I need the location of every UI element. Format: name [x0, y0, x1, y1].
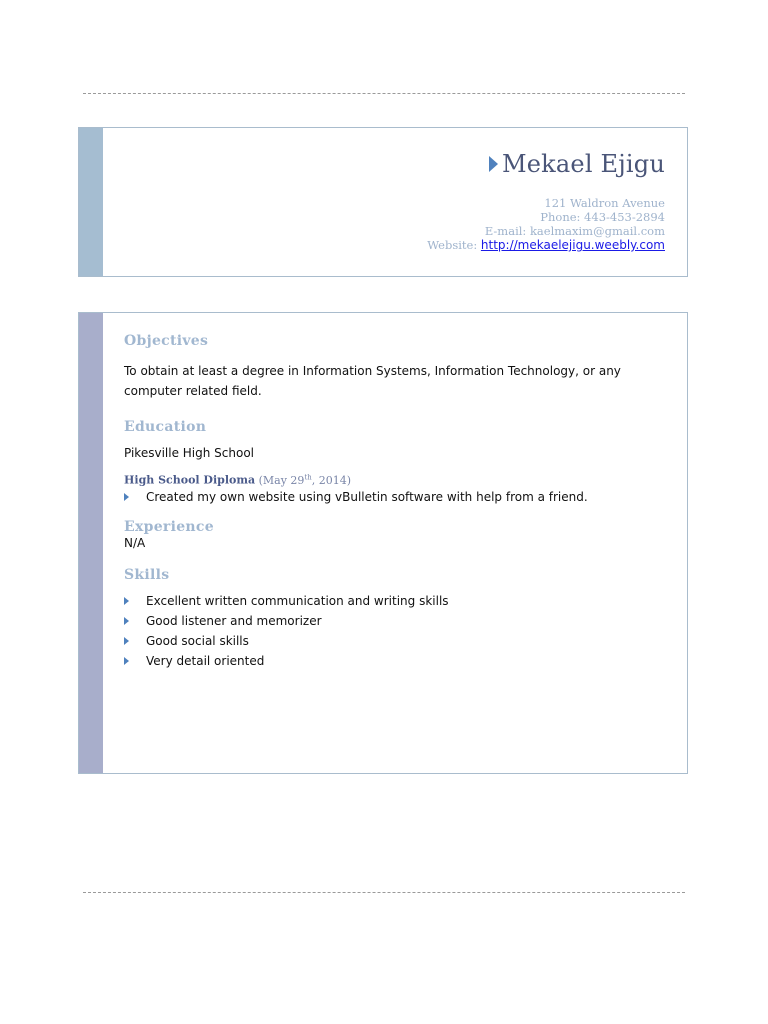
header-side-bar [79, 128, 103, 276]
diploma-title: High School Diploma [124, 473, 256, 487]
body-side-bar [79, 313, 103, 773]
list-item: Excellent written communication and writing skills [124, 591, 654, 611]
list-item: Good social skills [124, 631, 654, 651]
diploma-date: (May 29th, 2014) [255, 473, 352, 487]
experience-text: N/A [124, 535, 146, 550]
candidate-name: Mekael Ejigu [502, 150, 665, 178]
website-line [427, 238, 665, 252]
list-item: Very detail oriented [124, 651, 654, 671]
objectives-heading: Objectives [124, 333, 209, 349]
bottom-divider [83, 892, 685, 893]
header-box [78, 127, 688, 277]
triangle-right-icon [489, 156, 498, 172]
bullet-arrow-icon [124, 637, 129, 645]
website-link[interactable]: http://mekaelejigu.weebly.com [480, 238, 665, 252]
resume-body-box [78, 312, 688, 774]
name-line [489, 150, 665, 178]
experience-heading: Experience [124, 518, 214, 535]
education-heading: Education [124, 419, 207, 435]
bullet-arrow-icon [124, 657, 129, 665]
website-label: Website: [427, 238, 481, 252]
bullet-arrow-icon [124, 597, 129, 605]
email: E-mail: kaelmaxim@gmail.com [484, 224, 665, 238]
contact-info [427, 196, 665, 252]
skills-heading: Skills [124, 566, 170, 583]
diploma-line [124, 473, 654, 487]
top-divider [83, 93, 685, 94]
education-bullets [124, 487, 654, 507]
skills-list [124, 591, 654, 671]
bullet-arrow-icon [124, 617, 129, 625]
phone: Phone: 443-453-2894 [540, 210, 665, 224]
resume-content [124, 333, 654, 671]
list-item: Created my own website using vBulletin software with help from a friend. [124, 487, 654, 507]
school-name: Pikesville High School [124, 446, 254, 460]
list-item: Good listener and memorizer [124, 611, 654, 631]
bullet-arrow-icon [124, 493, 129, 501]
objectives-text: To obtain at least a degree in Information Systems, Information Technology, or any computer related field. [124, 364, 621, 398]
address: 121 Waldron Avenue [544, 196, 665, 210]
